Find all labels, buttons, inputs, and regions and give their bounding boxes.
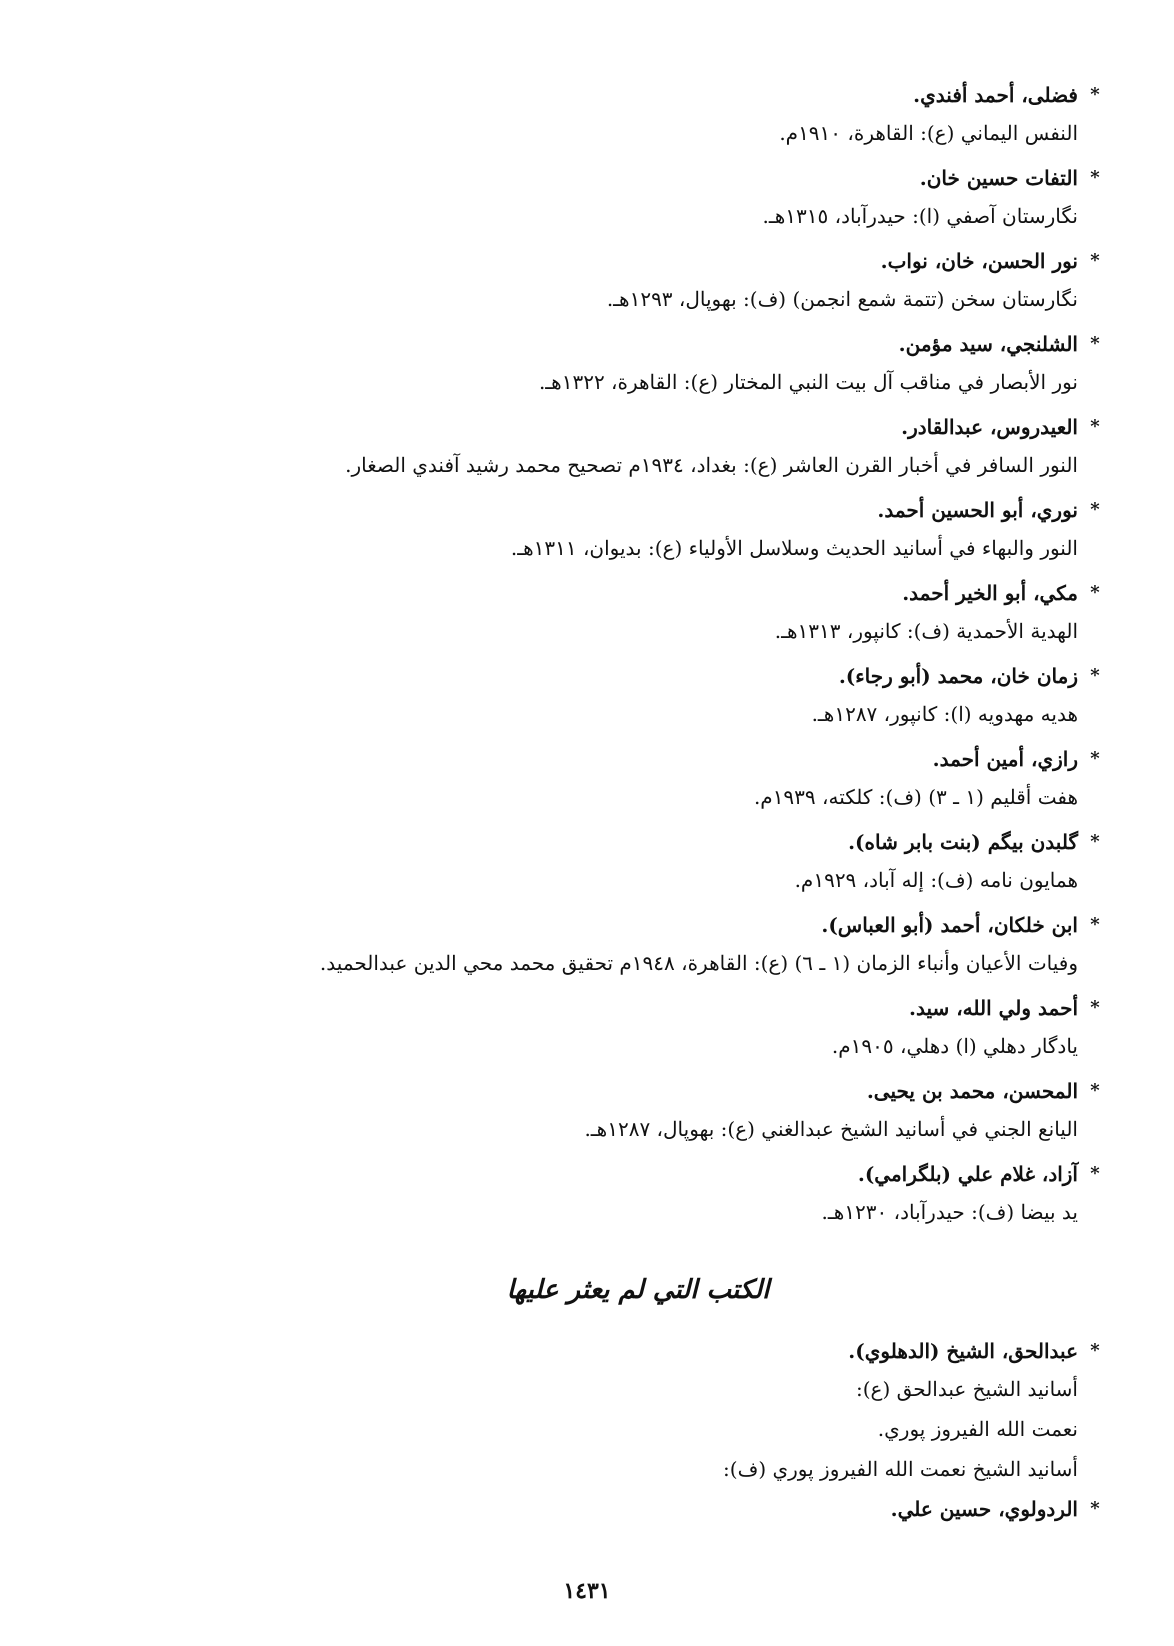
asterisk-icon: * (1090, 1498, 1100, 1519)
asterisk-icon: * (1090, 665, 1100, 686)
entry-heading (78, 408, 1112, 446)
bibliography-entry (78, 574, 1100, 657)
book-title: نور الأبصار في مناقب آل بيت النبي المختار (ع): القاهرة، ١٣٢٢هـ. (538, 370, 1078, 394)
book-title: النور والبهاء في أسانيد الحديث وسلاسل الأولياء (ع): بديوان، ١٣١١هـ. (510, 536, 1078, 560)
author-name: التفات حسين خان. (919, 166, 1078, 190)
entry-heading (78, 989, 1112, 1027)
entry-heading (78, 1490, 1112, 1528)
author-name: ابن خلكان، أحمد (أبو العباس). (821, 913, 1078, 937)
asterisk-icon: * (1090, 582, 1100, 603)
book-title: نگارستان آصفي (ا): حيدرآباد، ١٣١٥هـ. (762, 204, 1078, 228)
asterisk-icon: * (1090, 1163, 1100, 1184)
bibliography-entry (78, 491, 1100, 574)
bibliography-entry (78, 408, 1100, 491)
entry-heading (78, 574, 1112, 612)
entry-heading (78, 242, 1112, 280)
author-name: زمان خان، محمد (أبو رجاء). (838, 664, 1078, 688)
asterisk-icon: * (1090, 997, 1100, 1018)
author-name: أحمد ولي الله، سيد. (909, 996, 1078, 1020)
author-name: رازي، أمين أحمد. (932, 747, 1078, 771)
bibliography-entry (78, 76, 1100, 159)
book-title: هديه مهدويه (ا): كانپور، ١٢٨٧هـ. (811, 702, 1078, 726)
asterisk-icon: * (1090, 84, 1100, 105)
book-title: أسانيد الشيخ عبدالحق (ع): (855, 1377, 1078, 1401)
asterisk-icon: * (1090, 167, 1100, 188)
author-name: مكي، أبو الخير أحمد. (902, 581, 1078, 605)
asterisk-icon: * (1090, 748, 1100, 769)
book-title: يادگار دهلي (ا) دهلي، ١٩٠٥م. (831, 1034, 1078, 1058)
bibliography-entry (78, 1072, 1100, 1155)
entry-heading (78, 906, 1112, 944)
entry-heading (78, 823, 1112, 861)
author-name: عبدالحق، الشيخ (الدهلوي). (848, 1339, 1078, 1363)
book-title: وفيات الأعيان وأنباء الزمان (١ ـ ٦) (ع): القاهرة، ١٩٤٨م تحقيق محمد محي الدين عبدالحميد. (319, 951, 1078, 975)
book-title: الهدية الأحمدية (ف): كانپور، ١٣١٣هـ. (774, 619, 1078, 643)
asterisk-icon: * (1090, 416, 1100, 437)
entry-heading (78, 325, 1112, 363)
book-title: همايون نامه (ف): إله آباد، ١٩٢٩م. (794, 868, 1078, 892)
book-title: النفس اليماني (ع): القاهرة، ١٩١٠م. (779, 121, 1078, 145)
bibliography-entry (78, 1490, 1100, 1528)
book-title: اليانع الجني في أسانيد الشيخ عبدالغني (ع): بهوپال، ١٢٨٧هـ. (584, 1117, 1078, 1141)
asterisk-icon: * (1090, 831, 1100, 852)
page-content (78, 76, 1100, 1528)
author-name: گلبدن بيگم (بنت بابر شاه). (848, 830, 1078, 854)
section-heading: الكتب التي لم يعثر عليها (506, 1275, 770, 1305)
asterisk-icon: * (1090, 914, 1100, 935)
author-name: العيدروس، عبدالقادر. (901, 415, 1078, 439)
bibliography-entry (78, 989, 1100, 1072)
bibliography-entry (78, 740, 1100, 823)
bibliography-entry (78, 325, 1100, 408)
entry-heading (78, 1155, 1112, 1193)
author-name: الشلنجي، سيد مؤمن. (898, 332, 1078, 356)
book-title: نگارستان سخن (تتمة شمع انجمن) (ف): بهوپال، ١٢٩٣هـ. (606, 287, 1078, 311)
author-name: نور الحسن، خان، نواب. (880, 249, 1078, 273)
entry-heading (78, 1072, 1112, 1110)
bibliography-entry (78, 657, 1100, 740)
bibliography-entry (78, 1155, 1100, 1238)
asterisk-icon: * (1090, 250, 1100, 271)
bibliography-entry (78, 159, 1100, 242)
bibliography-entry (78, 242, 1100, 325)
entry-heading (78, 491, 1112, 529)
bibliography-entry (78, 906, 1100, 989)
entry-heading (78, 76, 1112, 114)
author-name: فضلى، أحمد أفندي. (913, 83, 1078, 107)
author-name: آزاد، غلام علي (بلگرامي). (857, 1162, 1078, 1186)
book-title: نعمت الله الفيروز پوري. (877, 1417, 1078, 1441)
asterisk-icon: * (1090, 333, 1100, 354)
author-name: نوري، أبو الحسين أحمد. (877, 498, 1078, 522)
page-number: ١٤٣١ (563, 1578, 611, 1604)
asterisk-icon: * (1090, 1340, 1100, 1361)
book-title: هفت أقليم (١ ـ ٣) (ف): كلكته، ١٩٣٩م. (753, 785, 1078, 809)
asterisk-icon: * (1090, 499, 1100, 520)
bibliography-entry (78, 1332, 1100, 1490)
entry-heading (78, 657, 1112, 695)
entry-heading (78, 1332, 1112, 1370)
entry-heading (78, 740, 1112, 778)
book-title: يد بيضا (ف): حيدرآباد، ١٢٣٠هـ. (821, 1200, 1078, 1224)
entry-heading (78, 159, 1112, 197)
author-name: الردولوي، حسين علي. (890, 1497, 1078, 1521)
author-name: المحسن، محمد بن يحيى. (866, 1079, 1078, 1103)
asterisk-icon: * (1090, 1080, 1100, 1101)
bibliography-entry (78, 823, 1100, 906)
book-title: النور السافر في أخبار القرن العاشر (ع): بغداد، ١٩٣٤م تصحيح محمد رشيد آفندي الصغار. (345, 453, 1078, 477)
book-title: أسانيد الشيخ نعمت الله الفيروز پوري (ف): (723, 1457, 1078, 1481)
